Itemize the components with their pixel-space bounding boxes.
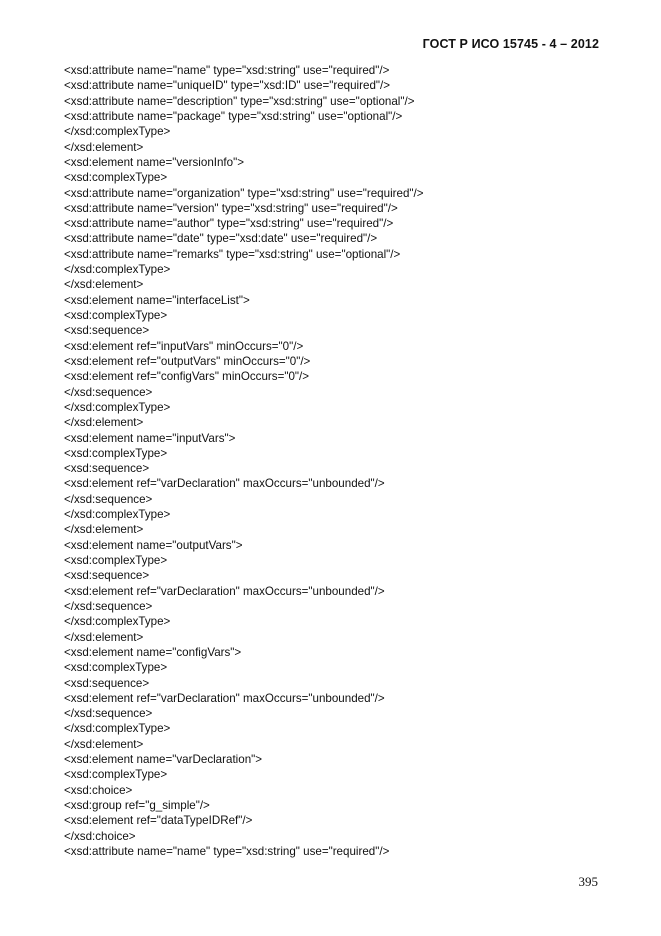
code-line: <xsd:complexType> [64, 554, 168, 567]
code-line: <xsd:attribute name="organization" type="xsd:string" use="required"/> [64, 186, 424, 200]
code-line: <xsd:attribute name="name" type="xsd:string" use="required"/> [64, 844, 390, 858]
code-line: <xsd:attribute name="version" type="xsd:string" use="required"/> [64, 201, 398, 215]
code-line: </xsd:sequence> [64, 385, 153, 399]
code-line: <xsd:complexType> [64, 309, 168, 322]
code-line: </xsd:sequence> [64, 707, 153, 721]
code-line: </xsd:complexType> [64, 125, 171, 139]
code-line: </xsd:element> [64, 278, 144, 292]
document-header: ГОСТ Р ИСО 15745 - 4 – 2012 [422, 37, 599, 51]
code-line: </xsd:choice> [64, 829, 136, 843]
code-line: <xsd:attribute name="description" type="xsd:string" use="optional"/> [64, 94, 415, 108]
code-line: <xsd:element name="inputVars"> [64, 431, 236, 445]
code-line: <xsd:sequence> [64, 462, 150, 476]
code-line: </xsd:sequence> [64, 492, 153, 506]
code-line: <xsd:element name="varDeclaration"> [64, 753, 263, 767]
code-line: <xsd:attribute name="package" type="xsd:string" use="optional"/> [64, 109, 403, 123]
code-line: <xsd:attribute name="date" type="xsd:date" use="required"/> [64, 232, 378, 246]
code-line: <xsd:sequence> [64, 324, 150, 338]
code-line: </xsd:complexType> [64, 263, 171, 277]
code-line: <xsd:element ref="varDeclaration" maxOccurs="unbounded"/> [64, 691, 385, 705]
code-line: <xsd:element ref="inputVars" minOccurs="0"/> [64, 339, 304, 353]
code-line: <xsd:sequence> [64, 569, 150, 583]
code-line: <xsd:element name="outputVars"> [64, 538, 243, 552]
code-line: </xsd:complexType> [64, 508, 171, 522]
code-line: <xsd:complexType> [64, 768, 168, 782]
page-number: 395 [578, 874, 598, 889]
code-line: </xsd:complexType> [64, 722, 171, 736]
code-line: <xsd:element ref="dataTypeIDRef"/> [64, 814, 253, 828]
code-line: <xsd:group ref="g_simple"/> [64, 799, 210, 812]
code-line: <xsd:element name="interfaceList"> [64, 293, 250, 307]
code-line: <xsd:element ref="varDeclaration" maxOccurs="unbounded"/> [64, 584, 385, 598]
code-line: <xsd:element ref="varDeclaration" maxOccurs="unbounded"/> [64, 477, 385, 491]
code-line: <xsd:attribute name="name" type="xsd:string" use="required"/> [64, 64, 390, 77]
code-line: <xsd:element name="versionInfo"> [64, 155, 244, 169]
code-line: <xsd:element ref="configVars" minOccurs="0"/> [64, 370, 310, 384]
code-line: <xsd:element ref="outputVars" minOccurs="0"/> [64, 354, 311, 368]
code-line: <xsd:attribute name="author" type="xsd:string" use="required"/> [64, 217, 394, 231]
code-line: <xsd:complexType> [64, 171, 168, 185]
code-line: <xsd:choice> [64, 783, 133, 797]
code-line: <xsd:sequence> [64, 676, 150, 690]
code-line: </xsd:sequence> [64, 599, 153, 613]
code-line: </xsd:element> [64, 737, 144, 751]
code-line: <xsd:attribute name="uniqueID" type="xsd:ID" use="required"/> [64, 79, 390, 93]
code-line: <xsd:element name="configVars"> [64, 645, 242, 659]
code-line: <xsd:complexType> [64, 661, 168, 675]
code-line: <xsd:complexType> [64, 446, 168, 460]
code-line: </xsd:complexType> [64, 615, 171, 629]
code-line: </xsd:element> [64, 416, 144, 430]
code-line: <xsd:attribute name="remarks" type="xsd:string" use="optional"/> [64, 247, 401, 261]
code-line: </xsd:element> [64, 630, 144, 644]
code-line: </xsd:element> [64, 523, 144, 537]
code-line: </xsd:complexType> [64, 400, 171, 414]
code-line: </xsd:element> [64, 140, 144, 154]
xsd-code-listing [64, 63, 424, 859]
